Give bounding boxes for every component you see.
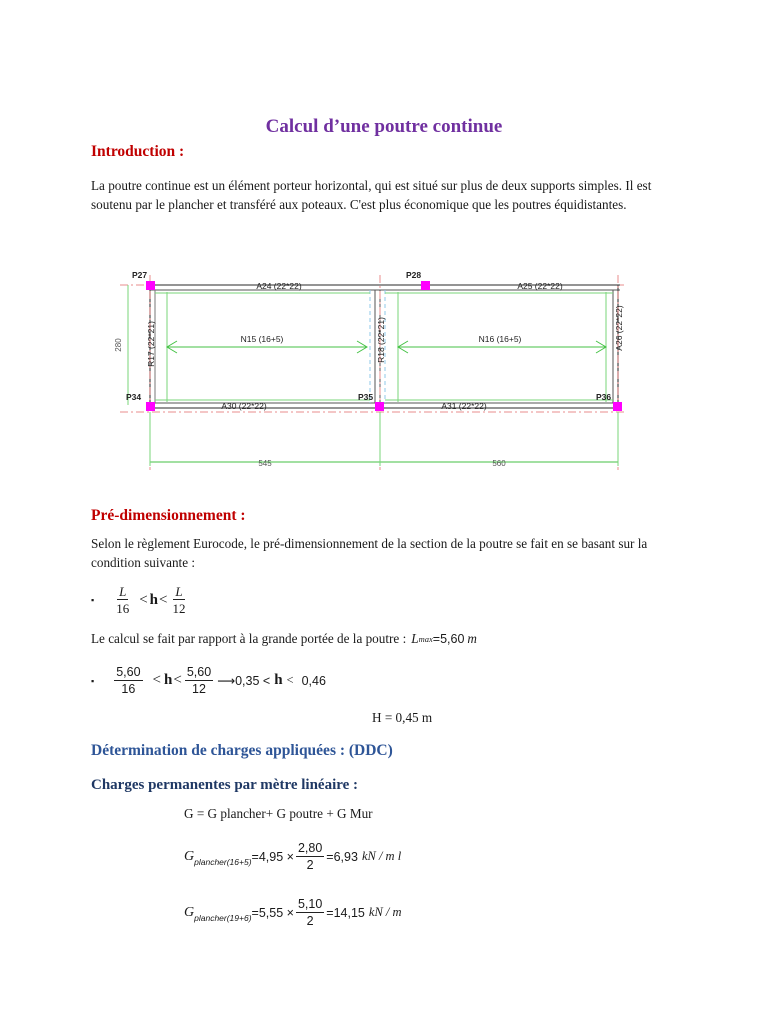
post-marker bbox=[146, 402, 155, 411]
post-marker bbox=[421, 281, 430, 290]
predim-paragraph: Selon le règlement Eurocode, le pré-dimensionnement de la section de la poutre se fait en se basant sur la condition suivante : bbox=[91, 536, 648, 570]
intro-paragraph: La poutre continue est un élément porteur horizontal, qui est situé sur plus de deux supports simples. Il est soutenu par le plancher et transféré aux poteaux. C'est plus économique que les poutres équidistantes. bbox=[91, 178, 652, 212]
predim-formula-2: ▪ $\frac{5,60}{16}$ < h < $\frac{5,60}{12}$ ⟶0,35 < h < 0,46 bbox=[91, 665, 326, 696]
post-label: P34 bbox=[126, 392, 142, 402]
g-formula: G = G plancher+ G poutre + G Mur bbox=[184, 806, 373, 821]
beam-label: A24 (22*22) bbox=[256, 281, 302, 291]
beam-label: R18 (22*21) bbox=[376, 317, 386, 363]
beam-label: A31 (22*22) bbox=[441, 401, 487, 411]
dim-height-label: 280 bbox=[114, 338, 123, 352]
predim-formula-1: ▪ $\frac{L}{16}$ < h < $\frac{L}{12}$ bbox=[91, 584, 186, 616]
predim-heading: Pré-dimensionnement : bbox=[91, 507, 246, 524]
h-result: H = 0,45 m bbox=[372, 710, 433, 725]
structural-plan-drawing bbox=[110, 262, 640, 472]
bullet-marker: ▪ bbox=[91, 675, 95, 686]
intro-heading: Introduction : bbox=[91, 143, 185, 160]
lmax-line: Le calcul se fait par rapport à la grande portée de la poutre : L max =5,60 m bbox=[91, 631, 477, 646]
beam-label: A30 (22*22) bbox=[221, 401, 267, 411]
post-marker bbox=[375, 402, 384, 411]
beam-label: R17 (22*21) bbox=[146, 321, 156, 367]
g-plancher-19-6-formula: G $_{plancher(19+6)}$ =5,55 × $\frac{5,10}{2}$ =14,15 kN / m bbox=[184, 897, 402, 928]
post-label: P35 bbox=[358, 392, 374, 402]
post-label: P27 bbox=[132, 270, 148, 280]
beam-label: A25 (22*22) bbox=[517, 281, 563, 291]
g-plancher-16-5-formula: G $_{plancher(16+5)}$ =4,95 × $\frac{2,80}{2}$ =6,93 kN / m l bbox=[184, 841, 402, 872]
page-title: Calcul d’une poutre continue bbox=[265, 116, 503, 137]
slab-label: N16 (16+5) bbox=[478, 334, 522, 344]
dim-span-1: 545 bbox=[258, 459, 272, 468]
dim-span-2: 560 bbox=[492, 459, 506, 468]
post-marker bbox=[613, 402, 622, 411]
slab-label: N15 (16+5) bbox=[240, 334, 284, 344]
ddc-heading: Détermination de charges appliquées : (DDC) bbox=[91, 742, 393, 759]
bullet-marker: ▪ bbox=[91, 595, 95, 605]
charges-heading: Charges permanentes par mètre linéaire : bbox=[91, 777, 359, 793]
post-marker bbox=[146, 281, 155, 290]
post-label: P28 bbox=[406, 270, 422, 280]
beam-label: A26 (22*22) bbox=[614, 305, 624, 351]
post-label: P36 bbox=[596, 392, 612, 402]
